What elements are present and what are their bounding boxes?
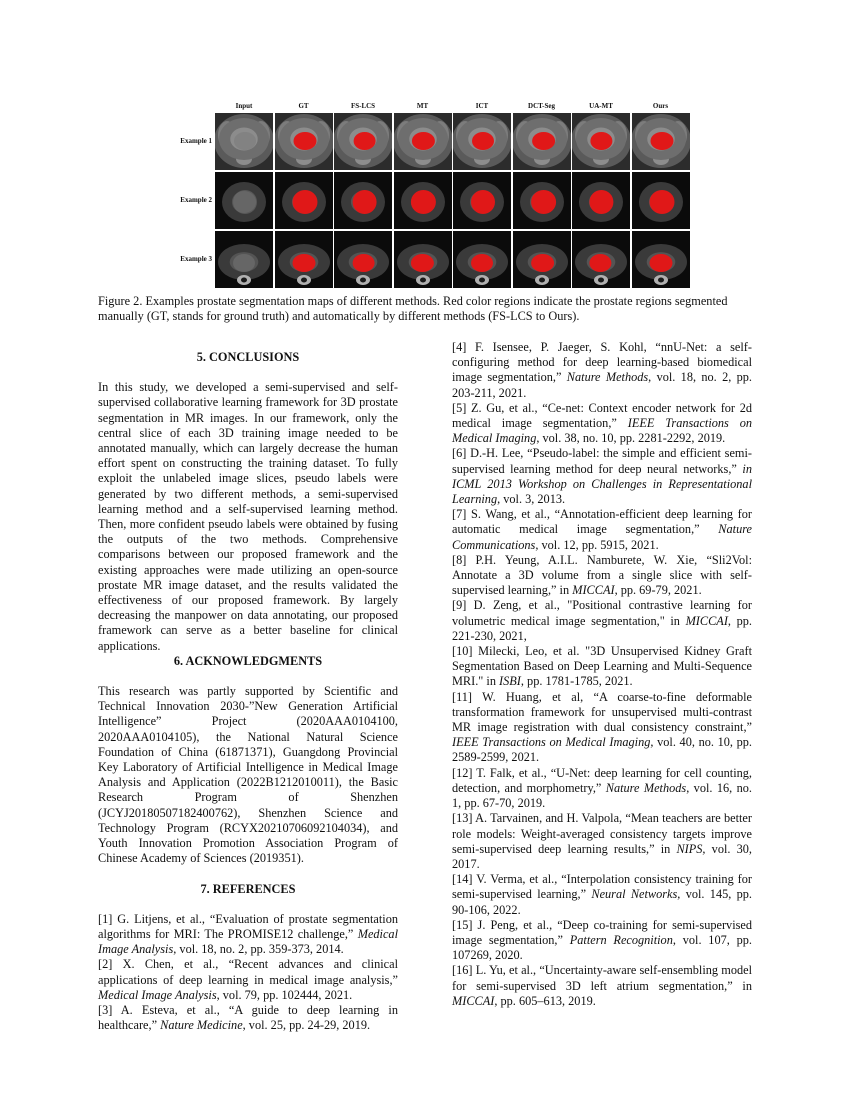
segmentation-tile: [334, 231, 392, 288]
reference-details: , vol. 18, no. 2, pp. 359-373, 2014.: [173, 942, 344, 957]
reference-text: [5] Z. Gu, et al., “Ce-net: Context encoder network for 2d medical image segmentation,”: [452, 400, 752, 431]
figure-caption: Figure 2. Examples prostate segmentation maps of different methods. Red color regions indicate the prostate regions segmented manually (GT, stands for ground truth) and automatically by different methods (FS-LCS to Ours).: [98, 294, 728, 324]
segmentation-tile: [275, 113, 333, 170]
prostate-mask: [589, 254, 611, 272]
reference-details: , pp. 221-230, 2021,: [452, 613, 752, 643]
prostate-mask: [650, 132, 673, 150]
figure-column-header: FS-LCS: [350, 102, 376, 110]
segmentation-tile: [215, 172, 273, 229]
reference-text: [8] P.H. Yeung, A.I.L. Namburete, W. Xie, “Sli2Vol: Annotate a 3D volume from a single slice with self-supervised learning,” in: [452, 552, 752, 598]
conclusions-heading: 5. CONCLUSIONS: [196, 350, 300, 364]
segmentation-tile: [632, 172, 690, 229]
figure-row-label: Example 1: [180, 137, 212, 145]
reference-venue: Neural Networks,: [591, 887, 681, 902]
prostate-mask: [410, 190, 435, 214]
reference-text: [7] S. Wang, et al., “Annotation-efficient deep learning for automatic medical image segmentation,”: [452, 507, 752, 537]
prostate-mask: [292, 190, 317, 214]
references-list-left: [98, 912, 398, 1034]
segmentation-tile: [453, 231, 511, 288]
mri-slice: [513, 172, 571, 229]
prostate-mask: [589, 190, 613, 214]
reference-item: [98, 912, 398, 958]
reference-venue: MICCAI: [452, 993, 495, 1008]
reference-item: [98, 957, 398, 1003]
reference-text: [6] D.-H. Lee, “Pseudo-label: the simple and efficient semi-supervised learning method for deep neural networks,”: [452, 446, 752, 476]
reference-details: vol. 145, pp. 90-106, 2022.: [452, 887, 753, 917]
references-list-right: [452, 340, 752, 1009]
acknowledgments-text: This research was partly supported by Scientific and Technical Innovation 2030-”New Generation Artificial Intelligence” Project (2020AAA0104100, 2020AAA0104105), the National Natural Science Foundation of China (61871371), Guangdong Provincial Key Laboratory of Artificial Intelligence in Medical Image Analysis and Application (2022B1212010011), the Basic Research Program of Shenzhen (JCYJ20180507182400762), Shenzhen Science and Technology Program (RCYX20210706092104034), and Youth Innovation Promotion Association Program of Chinese Academy of Sciences (2019351).: [98, 684, 398, 866]
reference-item: [452, 811, 752, 872]
prostate-mask: [649, 190, 674, 214]
mri-slice: [632, 113, 690, 170]
reference-venue: NIPS,: [676, 841, 706, 856]
reference-venue: in ICML 2013 Workshop on Challenges in Representational Learning: [452, 461, 752, 507]
reference-venue: Nature Communications: [452, 522, 752, 552]
segmentation-tile: [394, 172, 452, 229]
prostate-mask: [472, 132, 494, 150]
mri-slice: [334, 113, 392, 170]
reference-text: [15] J. Peng, et al., “Deep co-training for semi-supervised image segmentation,”: [452, 917, 752, 947]
reference-venue: Medical Image Analysis: [98, 987, 217, 1002]
prostate-mask: [353, 254, 375, 272]
prostate-mask: [590, 132, 612, 150]
conclusions-text: In this study, we developed a semi-supervised and self-supervised collaborative learning framework for 3D prostate segmentation in MR images. In our framework, only the central slice of each 3D training image needed to be annotated manually, which can largely decrease the human effort spent on constructing the training dataset. To fully exploit the unlabeled image slices, pseudo labels were generated by two different methods, a semi-supervised learning method and a self-supervised learning method. Then, more confident pseudo labels were obtained by fusing the outputs of the two methods. Comprehensive comparisons between our proposed framework and the existing approaches were made utilizing an open-source prostate MR image dataset, and the results validated the effectiveness of our proposed framework. By largely decreasing the manpower on data annotating, our proposed framework can serve as a better baseline for clinical applications.: [98, 380, 398, 653]
mri-slice: [394, 172, 452, 229]
reference-details: , vol. 25, pp. 24-29, 2019.: [242, 1018, 371, 1033]
prostate-mask: [293, 132, 316, 150]
mri-slice: [334, 231, 392, 288]
segmentation-tile: [513, 172, 571, 229]
mri-slice: [275, 231, 333, 288]
reference-details: , vol. 79, pp. 102444, 2021.: [216, 987, 353, 1002]
reference-item: [452, 401, 752, 447]
segmentation-tile: [572, 113, 630, 170]
reference-item: [452, 963, 752, 1009]
segmentation-tile: [453, 172, 511, 229]
reference-details: , vol. 3, 2013.: [497, 492, 566, 507]
reference-details: , pp. 1781-1785, 2021.: [520, 674, 633, 689]
reference-venue: Medical Image Analysis: [98, 926, 398, 957]
reference-details: vol. 40, no. 10, pp. 2589-2599, 2021.: [452, 735, 752, 765]
figure-row-label: Example 3: [180, 255, 212, 263]
reference-details: , vol. 38, no. 10, pp. 2281-2292, 2019.: [536, 431, 726, 446]
reference-details: vol. 30, 2017.: [452, 841, 752, 871]
figure-column-header: UA-MT: [589, 102, 613, 110]
reference-venue: Nature Medicine: [160, 1018, 243, 1033]
prostate-mask: [292, 254, 315, 272]
mri-slice: [453, 231, 511, 288]
segmentation-tile: [394, 113, 452, 170]
reference-item: [452, 446, 752, 507]
reference-venue: Nature Methods: [566, 370, 649, 385]
reference-item: [452, 690, 752, 766]
mri-slice: [572, 172, 630, 229]
prostate-mask: [531, 190, 556, 214]
reference-item: [452, 872, 752, 918]
figure-column-header: DCT-Seg: [528, 102, 555, 110]
reference-details: , pp. 605–613, 2019.: [494, 993, 596, 1008]
segmentation-tile: [334, 113, 392, 170]
references-heading: 7. REFERENCES: [200, 881, 296, 896]
reference-item: [98, 1003, 398, 1033]
mri-slice: [394, 113, 452, 170]
mri-slice: [334, 172, 392, 229]
reference-venue: MICCAI: [572, 583, 615, 598]
reference-details: , vol. 16, no. 1, pp. 67-70, 2019.: [452, 780, 752, 811]
reference-text: [11] W. Huang, et al, “A coarse-to-fine deformable transformation framework for unsupervised multi-contrast MR image registration with dual consistency constraint,”: [452, 689, 752, 735]
segmentation-tile: [215, 231, 273, 288]
prostate-mask: [531, 254, 554, 272]
reference-text: [9] D. Zeng, et al., "Positional contrastive learning for volumetric medical image segmentation," in: [452, 598, 752, 628]
prostate-mask: [354, 132, 376, 150]
reference-venue: ISBI: [499, 674, 521, 689]
prostate-mask: [649, 254, 672, 272]
segmentation-tile: [572, 172, 630, 229]
reference-text: [4] F. Isensee, P. Jaeger, S. Kohl, “nnU-Net: a self-configuring method for deep learning-based biomedical image segmentation,”: [452, 340, 752, 385]
right-column: [452, 340, 752, 1009]
reference-details: , vol. 12, pp. 5915, 2021.: [535, 537, 659, 552]
prostate-mask: [410, 254, 433, 272]
mri-slice: [275, 172, 333, 229]
mri-slice: [215, 172, 273, 229]
reference-text: [12] T. Falk, et al., “U-Net: deep learning for cell counting, detection, and morphometry,”: [452, 765, 752, 795]
figure-2: [170, 100, 682, 290]
reference-item: [452, 340, 752, 401]
mri-slice: [394, 231, 452, 288]
segmentation-tile: [334, 172, 392, 229]
figure-column-header: MT: [416, 102, 429, 110]
reference-venue: IEEE Transactions on Medical Imaging,: [452, 735, 654, 750]
mri-slice: [453, 113, 511, 170]
mri-slice: [215, 113, 273, 170]
reference-text: [3] A. Esteva, et al., “A guide to deep learning in healthcare,”: [98, 1002, 398, 1033]
reference-details: , pp. 69-79, 2021.: [614, 583, 702, 598]
mri-slice: [632, 172, 690, 229]
left-column: [98, 344, 398, 1033]
segmentation-tile: [215, 113, 273, 170]
reference-details: , vol. 107, pp. 107269, 2020.: [452, 932, 752, 963]
segmentation-tile: [275, 231, 333, 288]
prostate-mask: [532, 132, 555, 150]
reference-item: [452, 598, 752, 644]
segmentation-tile: [513, 231, 571, 288]
mri-slice: [215, 231, 273, 288]
figure-column-header: GT: [298, 102, 309, 110]
reference-item: [452, 644, 752, 690]
mri-slice: [513, 231, 571, 288]
prostate-mask: [353, 190, 377, 214]
figure-row-label: Example 2: [180, 196, 212, 204]
reference-details: , vol. 18, no. 2, pp. 203-211, 2021.: [452, 370, 752, 400]
reference-item: [452, 553, 752, 599]
prostate-mask: [471, 190, 495, 214]
figure-column-header: Input: [235, 102, 253, 110]
reference-venue: Pattern Recognition: [569, 932, 673, 947]
mri-slice: [453, 172, 511, 229]
reference-text: [13] A. Tarvainen, and H. Valpola, “Mean teachers are better role models: Weight-averaged consistency targets improve semi-supervised deep learning results,” in: [452, 811, 752, 856]
reference-text: [10] Milecki, Leo, et al. "3D Unsupervised Kidney Graft Segmentation Based on Deep Learning and Multi-Sequence MRI." in: [452, 644, 752, 689]
segmentation-tile: [632, 231, 690, 288]
segmentation-tile: [513, 113, 571, 170]
mri-slice: [275, 113, 333, 170]
reference-item: [452, 766, 752, 812]
reference-item: [452, 918, 752, 964]
reference-text: [14] V. Verma, et al., “Interpolation consistency training for semi-supervised learning,”: [452, 872, 752, 902]
mri-slice: [572, 231, 630, 288]
segmentation-tile: [572, 231, 630, 288]
segmentation-tile: [394, 231, 452, 288]
reference-text: [1] G. Litjens, et al., “Evaluation of prostate segmentation algorithms for MRI: The PROMISE12 challenge,”: [98, 911, 398, 941]
reference-venue: Nature Methods: [605, 780, 687, 795]
segmentation-tile: [275, 172, 333, 229]
acknowledgments-heading: 6. ACKNOWLEDGMENTS: [173, 653, 323, 668]
prostate-mask: [411, 132, 434, 150]
reference-venue: MICCAI: [685, 613, 728, 628]
mri-slice: [513, 113, 571, 170]
reference-item: [452, 507, 752, 553]
reference-venue: IEEE Transactions on Medical Imaging: [452, 416, 753, 446]
prostate-mask: [471, 254, 493, 272]
figure-column-header: Ours: [652, 102, 669, 110]
segmentation-tile: [632, 113, 690, 170]
mri-slice: [572, 113, 630, 170]
reference-text: [2] X. Chen, et al., “Recent advances and clinical applications of deep learning in medical image analysis,”: [98, 957, 398, 987]
segmentation-tile: [453, 113, 511, 170]
reference-text: [16] L. Yu, et al., “Uncertainty-aware self-ensembling model for semi-supervised 3D left atrium segmentation,” in: [452, 963, 752, 993]
mri-slice: [632, 231, 690, 288]
figure-column-header: ICT: [475, 102, 489, 110]
